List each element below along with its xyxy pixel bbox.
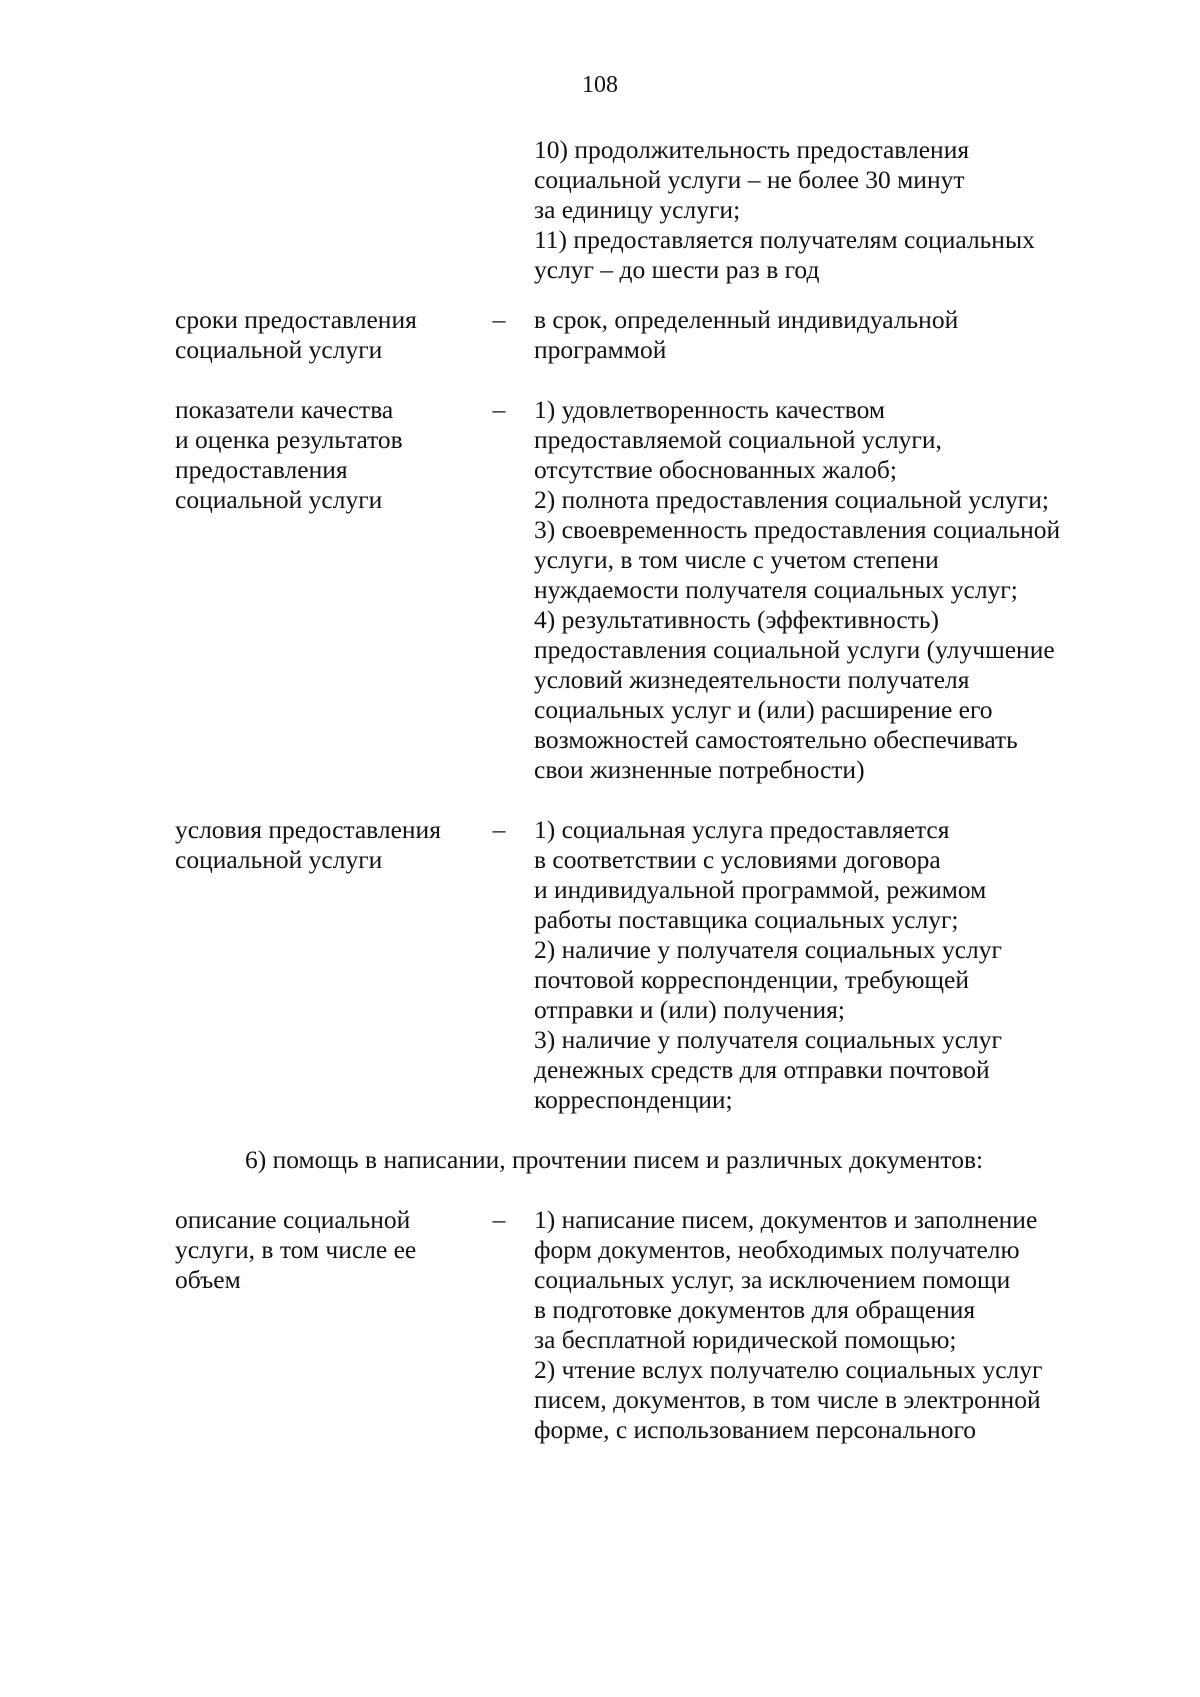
row-label: [175, 1205, 475, 1295]
value-line: в срок, определенный индивидуальной: [534, 305, 959, 334]
value-line: 10) продолжительность предоставления: [534, 135, 970, 164]
value-line: 3) наличие у получателя социальных услуг: [534, 1025, 1002, 1054]
value-line: предоставления социальной услуги (улучшение: [534, 635, 1055, 664]
row-label: [175, 395, 475, 515]
label-line: социальной услуги: [175, 485, 383, 514]
value-line: предоставляемой социальной услуги,: [534, 425, 942, 454]
value-line: корреспонденции;: [534, 1085, 733, 1114]
value-line: 1) написание писем, документов и заполнение: [534, 1205, 1038, 1234]
row-label: [175, 815, 475, 875]
value-line: социальных услуг, за исключением помощи: [534, 1265, 1011, 1294]
page-number: 108: [582, 72, 618, 98]
section-heading: 6) помощь в написании, прочтении писем и различных документов:: [245, 1145, 984, 1174]
value-line: отсутствие обоснованных жалоб;: [534, 455, 897, 484]
value-line: и индивидуальной программой, режимом: [534, 875, 987, 904]
label-line: сроки предоставления: [175, 305, 417, 334]
value-line: форм документов, необходимых получателю: [534, 1235, 1020, 1264]
value-line: 3) своевременность предоставления социальной: [534, 515, 1061, 544]
label-line: описание социальной: [175, 1205, 411, 1234]
label-line: условия предоставления: [175, 815, 441, 844]
label-line: объем: [175, 1265, 241, 1294]
value-line: 4) результативность (эффективность): [534, 605, 939, 634]
label-line: предоставления: [175, 455, 348, 484]
value-line: почтовой корреспонденции, требующей: [534, 965, 969, 994]
row-dash: –: [492, 395, 506, 424]
value-line: 2) чтение вслух получателю социальных услуг: [534, 1355, 1043, 1384]
value-line: свои жизненные потребности): [534, 755, 865, 784]
row-dash: –: [492, 1205, 506, 1234]
value-line: возможностей самостоятельно обеспечивать: [534, 725, 1018, 754]
value-line: 1) удовлетворенность качеством: [534, 395, 886, 424]
row-value: [534, 1205, 1134, 1445]
value-line: программой: [534, 335, 667, 364]
value-line: 2) полнота предоставления социальной услуги;: [534, 485, 1049, 514]
label-line: показатели качества: [175, 395, 394, 424]
value-line: социальной услуги – не более 30 минут: [534, 165, 965, 194]
value-line: 1) социальная услуга предоставляется: [534, 815, 950, 844]
row-dash: –: [492, 305, 506, 334]
value-line: услуг – до шести раз в год: [534, 255, 820, 284]
value-line: денежных средств для отправки почтовой: [534, 1055, 990, 1084]
value-line: форме, с использованием персонального: [534, 1415, 977, 1444]
value-line: социальных услуг и (или) расширение его: [534, 695, 993, 724]
label-line: социальной услуги: [175, 335, 383, 364]
value-line: работы поставщика социальных услуг;: [534, 905, 959, 934]
value-line: нуждаемости получателя социальных услуг;: [534, 575, 1018, 604]
value-line: писем, документов, в том числе в электронной: [534, 1385, 1041, 1414]
value-line: отправки и (или) получения;: [534, 995, 845, 1024]
value-line: в подготовке документов для обращения: [534, 1295, 976, 1324]
value-line: условий жизнедеятельности получателя: [534, 665, 970, 694]
intro-value: [534, 135, 1134, 285]
row-value: [534, 815, 1134, 1115]
value-line: за бесплатной юридической помощью;: [534, 1325, 957, 1354]
value-line: за единицу услуги;: [534, 195, 741, 224]
value-line: 2) наличие у получателя социальных услуг: [534, 935, 1002, 964]
row-value: [534, 395, 1134, 785]
row-label: [175, 305, 475, 365]
label-line: услуги, в том числе ее: [175, 1235, 417, 1264]
row-dash: –: [492, 815, 506, 844]
row-value: [534, 305, 1134, 365]
label-line: и оценка результатов: [175, 425, 403, 454]
value-line: 11) предоставляется получателям социальных: [534, 225, 1035, 254]
label-line: социальной услуги: [175, 845, 383, 874]
value-line: услуги, в том числе с учетом степени: [534, 545, 939, 574]
value-line: в соответствии с условиями договора: [534, 845, 941, 874]
